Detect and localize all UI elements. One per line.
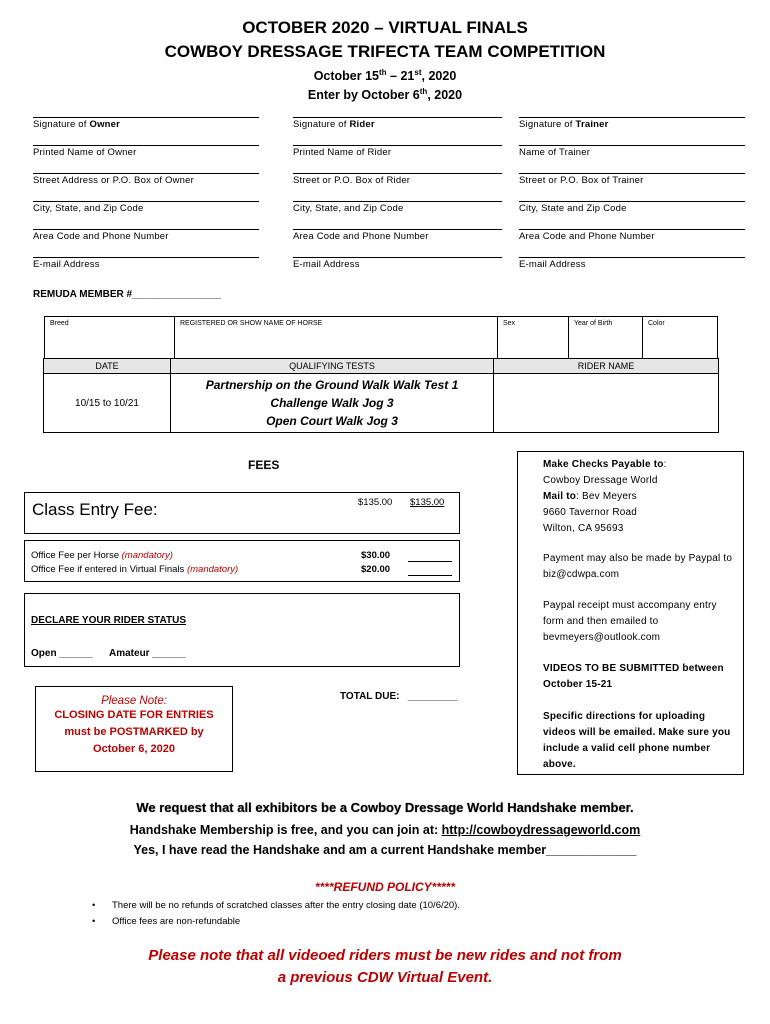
office-fee-horse-label: Office Fee per Horse (mandatory): [31, 550, 173, 561]
trainer-email-field[interactable]: E-mail Address: [519, 259, 586, 270]
event-dates: October 15th – 21st, 2020: [313, 67, 457, 83]
trainer-name-field[interactable]: Name of Trainer: [519, 147, 591, 158]
refund-policy-list: [92, 898, 460, 930]
list-item: • There will be no refunds of scratched classes after the entry closing date (10/6/20).: [92, 898, 460, 914]
handshake-join: Handshake Membership is free, and you can join at: http://cowboydressageworld.com: [129, 823, 641, 837]
refund-policy-title: ****REFUND POLICY*****: [314, 880, 456, 894]
class-entry-fee-box: [24, 492, 460, 534]
horse-table: [44, 316, 718, 360]
rider-address-field[interactable]: Street or P.O. Box of Rider: [293, 175, 411, 186]
list-item: • Office fees are non-refundable: [92, 914, 460, 930]
upload-directions: Specific directions for uploading videos will be emailed. Make sure you include a valid cell phone number above.: [543, 711, 731, 770]
class-entry-fee-total: $135.00: [410, 497, 445, 508]
trainer-city-field[interactable]: City, State and Zip Code: [519, 203, 627, 214]
test-item: Challenge Walk Jog 3: [270, 396, 394, 410]
closing-date-note: [35, 686, 233, 772]
tests-cell: [171, 374, 494, 433]
test-item: Open Court Walk Jog 3: [266, 414, 398, 428]
owner-email-field[interactable]: E-mail Address: [33, 259, 100, 270]
color-cell[interactable]: Color: [643, 317, 718, 360]
office-fee-virtual-label: Office Fee if entered in Virtual Finals (mandatory): [31, 564, 239, 575]
paypal-info: Payment may also be made by Paypal to biz@cdwpa.com: [543, 553, 733, 580]
tests-header: QUALIFYING TESTS: [171, 359, 494, 374]
class-entry-fee-amount: $135.00: [358, 497, 393, 508]
video-submission-info: VIDEOS TO BE SUBMITTED between October 15-21: [543, 663, 724, 690]
owner-phone-field[interactable]: Area Code and Phone Number: [33, 231, 169, 242]
note-line: must be POSTMARKED by: [64, 726, 204, 738]
payment-address: Make Checks Payable to: Cowboy Dressage World Mail to: Bev Meyers 9660 Tavernor Road Wilton, CA 95693: [543, 459, 667, 534]
rider-phone-field[interactable]: Area Code and Phone Number: [293, 231, 429, 242]
rider-city-field[interactable]: City, State, and Zip Code: [293, 203, 404, 214]
qualifying-tests-table: [43, 358, 719, 433]
note-line: CLOSING DATE FOR ENTRIES: [54, 709, 214, 721]
trainer-phone-field[interactable]: Area Code and Phone Number: [519, 231, 655, 242]
video-rides-note: Please note that all videoed riders must be new rides and not from a previous CDW Virtual Event.: [148, 947, 622, 986]
total-due-field[interactable]: TOTAL DUE: _________: [340, 691, 458, 702]
trainer-signature-label[interactable]: Signature of Trainer: [519, 119, 609, 130]
horse-name-cell[interactable]: REGISTERED OR SHOW NAME OF HORSE: [175, 317, 498, 360]
owner-column: [33, 118, 259, 271]
test-item: Partnership on the Ground Walk Walk Test 1: [205, 378, 459, 392]
rider-status-title: DECLARE YOUR RIDER STATUS: [31, 615, 187, 626]
owner-city-field[interactable]: City, State, and Zip Code: [33, 203, 144, 214]
form-subtitle: COWBOY DRESSAGE TRIFECTA TEAM COMPETITION: [164, 42, 606, 61]
trainer-address-field[interactable]: Street or P.O. Box of Trainer: [519, 175, 644, 186]
payment-info-box: [517, 451, 744, 775]
owner-name-field[interactable]: Printed Name of Owner: [33, 147, 137, 158]
cowboy-dressage-link[interactable]: http://cowboydressageworld.com: [441, 823, 641, 837]
handshake-request: We request that all exhibitors be a Cowboy Dressage World Handshake member.: [136, 800, 634, 815]
fees-title: FEES: [248, 458, 280, 472]
remuda-member-field[interactable]: REMUDA MEMBER #________________: [33, 289, 222, 300]
year-of-birth-cell[interactable]: Year of Birth: [569, 317, 643, 360]
date-cell: 10/15 to 10/21: [44, 374, 171, 433]
note-line: October 6, 2020: [93, 743, 175, 755]
handshake-confirmation[interactable]: Yes, I have read the Handshake and am a current Handshake member_____________: [133, 843, 637, 857]
trainer-column: [519, 118, 745, 271]
sex-cell[interactable]: Sex: [498, 317, 569, 360]
class-entry-fee-label: Class Entry Fee:: [32, 500, 158, 519]
paypal-receipt-info: Paypal receipt must accompany entry form and then emailed to bevmeyers@outlook.com: [543, 600, 717, 643]
date-header: DATE: [44, 359, 171, 374]
entry-deadline: Enter by October 6th, 2020: [307, 86, 463, 102]
rider-status-box: [24, 593, 460, 667]
owner-signature-label[interactable]: Signature of Owner: [33, 119, 121, 130]
office-fee-horse-amount: $30.00: [361, 550, 391, 561]
breed-cell[interactable]: Breed: [45, 317, 175, 360]
form-title: OCTOBER 2020 – VIRTUAL FINALS: [242, 18, 528, 37]
rider-name-header: RIDER NAME: [494, 359, 719, 374]
office-fee-horse-blank[interactable]: [408, 552, 452, 562]
rider-column: [293, 118, 502, 271]
rider-name-field[interactable]: Printed Name of Rider: [293, 147, 392, 158]
rider-status-options[interactable]: Open ______ Amateur ______: [31, 648, 186, 659]
office-fee-virtual-amount: $20.00: [361, 564, 391, 575]
rider-email-field[interactable]: E-mail Address: [293, 259, 360, 270]
rider-signature-label[interactable]: Signature of Rider: [293, 119, 375, 130]
note-heading: Please Note:: [101, 695, 167, 707]
owner-address-field[interactable]: Street Address or P.O. Box of Owner: [33, 175, 195, 186]
office-fees-box: [24, 540, 460, 582]
office-fee-virtual-blank[interactable]: [408, 566, 452, 576]
rider-name-cell[interactable]: [494, 374, 719, 433]
